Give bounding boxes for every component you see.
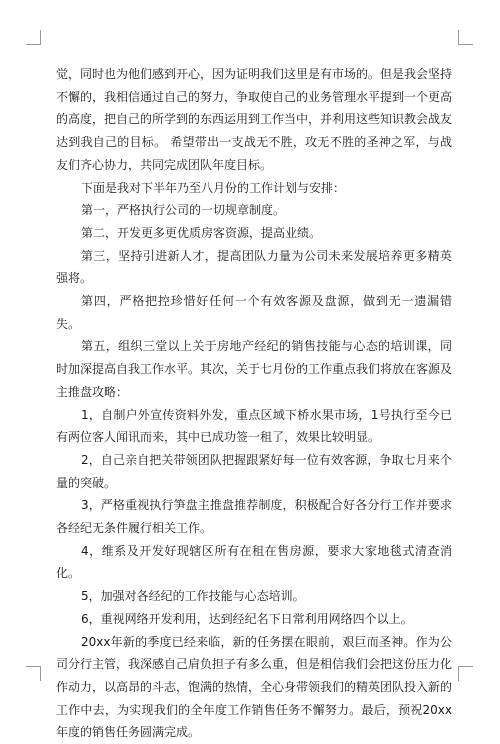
paragraph-intro: 觉，同时也为他们感到开心，因为证明我们这里是有市场的。但是我会坚持不懈的，我相信通过自己的努力，争取使自己的业务管理水平提到一个更高的高度，把自己的所学到的东西运用到工作当中，并利用这些知识教会战友达到我自己的目标。 希望带出一支战无不胜，攻无不胜的圣神之军，与战友们齐心协力，共同完成团队年度目标。	[56, 67, 453, 172]
paragraph-july-6: 6，重视网络开发利用，达到经纪名下日常利用网络四个以上。	[81, 611, 413, 626]
paragraph-july-3: 3，严格重视执行笋盘主推盘推荐制度，积极配合好各分行工作并要求各经纪无条件履行相关工作。	[56, 498, 452, 536]
paragraph-conclusion: 20xx年新的季度已经来临，新的任务摆在眼前，艰巨而圣神。作为公司分行主管，我深感自己肩负担子有多么重，但是相信我们会把这份压力化作动力，以高昂的斗志，饱满的热情，全心身带领我们的精英团队投入新的工作中去，为实现我们的全年度工作销售任务不懈努力。最后，预祝20xx年度的销售任务圆满完成。	[56, 634, 453, 740]
paragraph-july-2: 2，自己亲自把关带领团队把握跟紧好每一位有效客源，争取七月来个量的突破。	[56, 452, 452, 490]
paragraph-item-4: 第四，严格把控珍惜好任何一个有效客源及盘源，做到无一遗漏错失。	[56, 294, 452, 331]
document-body	[56, 63, 452, 744]
crop-mark-bottom-right	[458, 666, 473, 681]
paragraph-plan-heading: 下面是我对下半年乃至八月份的工作计划与安排：	[81, 180, 346, 195]
crop-mark-top-left	[26, 30, 41, 45]
crop-mark-top-right	[458, 30, 473, 45]
paragraph-july-5: 5，加强对各经纪的工作技能与心态培训。	[81, 589, 305, 604]
crop-mark-bottom-left	[26, 666, 41, 681]
paragraph-item-1: 第一，严格执行公司的一切规章制度。	[81, 203, 286, 218]
paragraph-july-4: 4，维系及开发好现辖区所有在租在售房源，要求大家地毯式清查消化。	[56, 543, 452, 581]
paragraph-item-2: 第二，开发更多更优质房客资源，提高业绩。	[81, 225, 322, 240]
paragraph-item-5: 第五，组织三堂以上关于房地产经纪的销售技能与心态的培训课，同时加深提高自我工作水平。其次，关于七月份的工作重点我们将放在客源及主推盘攻略：	[56, 339, 453, 399]
paragraph-item-3: 第三，坚持引进新人才，提高团队力量为公司未来发展培养更多精英强将。	[56, 248, 452, 286]
paragraph-july-1: 1，自制户外宣传资料外发，重点区域下桥水果市场，1号执行至今已有两位客人闻讯而来，其中已成功签一租了，效果比较明显。	[56, 407, 452, 445]
